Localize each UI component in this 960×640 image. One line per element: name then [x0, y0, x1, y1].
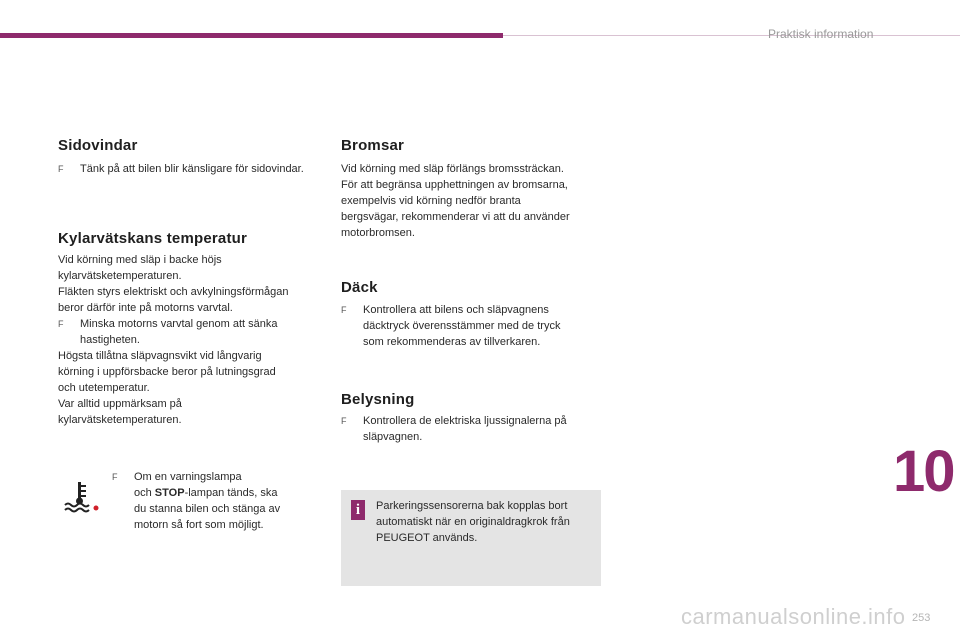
chapter-number: 10 — [893, 439, 954, 504]
info-icon: i — [351, 500, 365, 520]
section-title: Praktisk information — [768, 27, 874, 41]
heading-kylarvatska: Kylarvätskans temperatur — [58, 230, 248, 247]
bullet-icon: F — [58, 319, 64, 329]
watermark: carmanualsonline.info — [681, 604, 906, 629]
bullet-text: Kontrollera att bilens och släpvagnens däcktryck överensstämmer med de tryck som rekommenderas av tillverkaren. — [363, 304, 561, 348]
bullet-text: Minska motorns varvtal genom att sänka hastigheten. — [80, 318, 278, 346]
bullet-icon: F — [112, 472, 118, 482]
header-divider — [503, 35, 960, 36]
info-text: Parkeringssensorerna bak kopplas bort automatiskt när en originaldragkrok från PEUGEOT används. — [376, 500, 570, 544]
header-accent-bar — [0, 33, 503, 38]
heading-bromsar: Bromsar — [341, 137, 405, 154]
bullet-dack — [341, 302, 601, 350]
bullet-icon: F — [341, 305, 347, 315]
bullet-icon: F — [341, 416, 347, 426]
bullet-text: Tänk på att bilen blir känsligare för sidovindar. — [80, 163, 304, 175]
stop-label: STOP — [154, 487, 185, 499]
bullet-icon: F — [58, 164, 64, 174]
coolant-temperature-warning-icon — [62, 478, 102, 514]
bullet-warning — [112, 469, 312, 533]
heading-belysning: Belysning — [341, 391, 415, 408]
heading-sidovindar: Sidovindar — [58, 137, 138, 154]
page-number: 253 — [912, 612, 931, 624]
bullet-kylar — [58, 316, 318, 348]
paragraph-kylar-2: Högsta tillåtna släpvagnsvikt vid långvarig körning i uppförsbacke beror på lutningsgrad och utetemperatur. Var alltid uppmärksam på kylarvätsketemperaturen. — [58, 350, 276, 426]
bullet-text: Kontrollera de elektriska ljussignalerna på släpvagnen. — [363, 415, 567, 443]
bullet-sidovindar — [58, 161, 318, 177]
bullet-belysning — [341, 413, 601, 445]
paragraph-bromsar: Vid körning med släp förlängs bromssträckan. För att begränsa upphettningen av bromsarna, exempelvis vid körning nedför branta bergsvägar, rekommenderar vi att du använder motorbromsen. — [341, 163, 570, 239]
warning-text: Om en varningslampa och STOP-lampan tänds, ska du stanna bilen och stänga av motorn så fort som möjligt. — [134, 471, 281, 531]
heading-dack: Däck — [341, 279, 378, 296]
paragraph-kylar-1: Vid körning med släp i backe höjs kylarvätsketemperaturen. Fläkten styrs elektriskt och avkylningsförmågan beror därför inte på motorns varvtal. — [58, 254, 289, 314]
